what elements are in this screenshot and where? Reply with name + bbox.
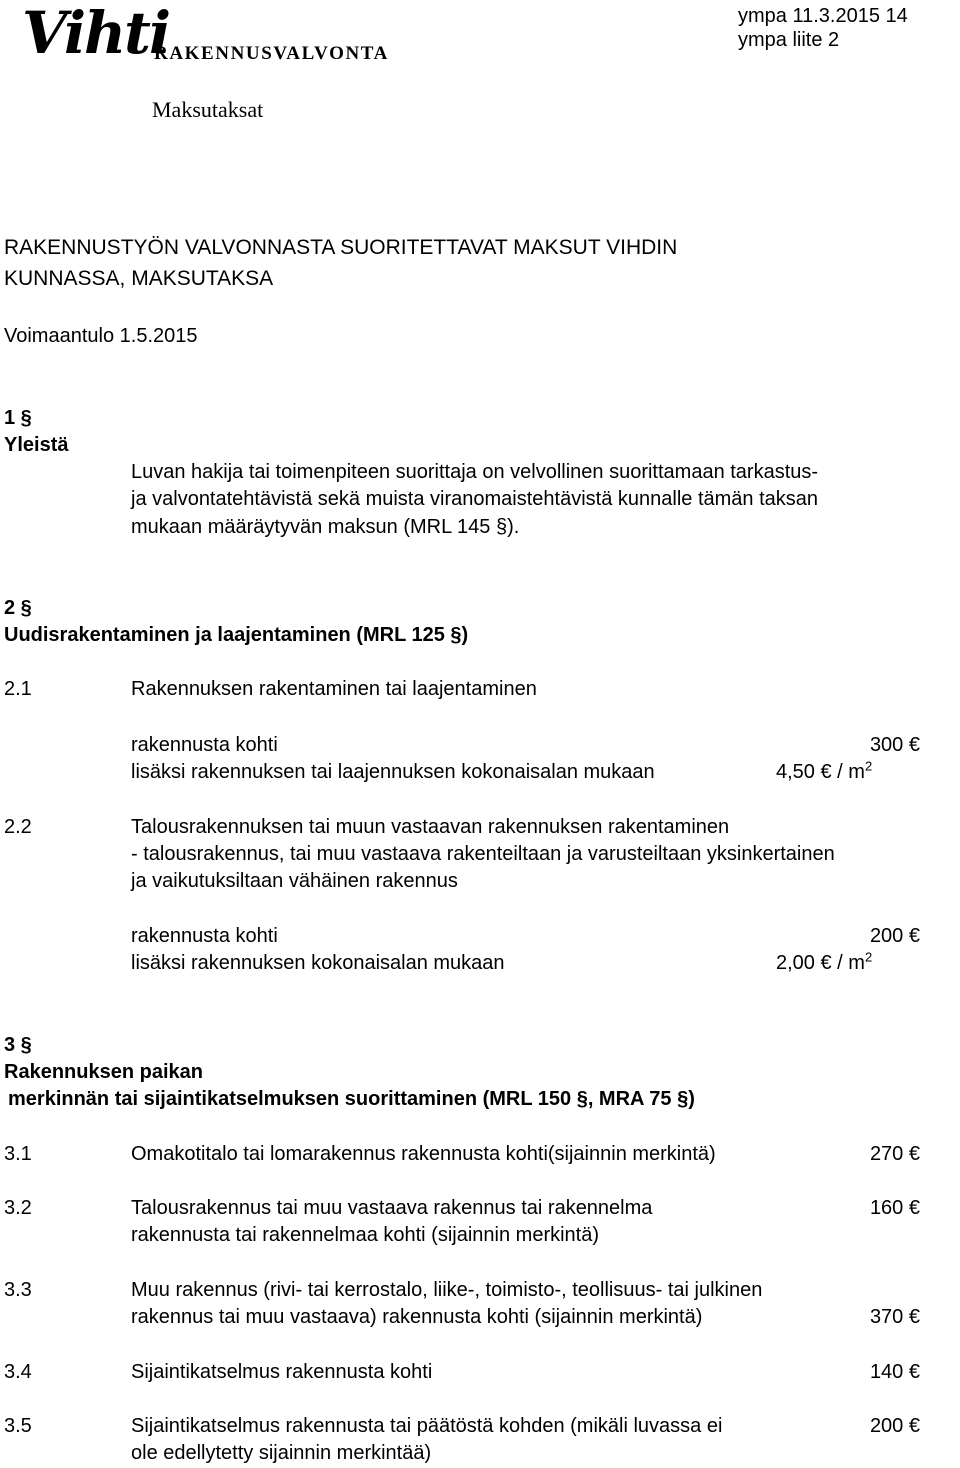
item-text-line: Sijaintikatselmus rakennusta kohti bbox=[131, 1361, 433, 1383]
s22-title: Talousrakennuksen tai muun vastaavan rakennuksen rakentaminen bbox=[131, 816, 730, 838]
s21-number: 2.1 bbox=[4, 678, 32, 700]
sec1-number: 1 § bbox=[4, 407, 32, 429]
item-text-line: Sijaintikatselmus rakennusta tai päätöstä kohden (mikäli luvassa ei bbox=[131, 1415, 723, 1437]
item-price: 270 € bbox=[869, 1143, 920, 1165]
s21-title: Rakennuksen rakentaminen tai laajentaminen bbox=[131, 678, 537, 700]
s21-row2-label: lisäksi rakennuksen tai laajennuksen kokonaisalan mukaan bbox=[131, 761, 655, 783]
doc-title-line-1: RAKENNUSTYÖN VALVONNASTA SUORITETTAVAT MAKSUT VIHDIN bbox=[4, 236, 678, 259]
s22-desc-line: ja vaikutuksiltaan vähäinen rakennus bbox=[131, 870, 458, 892]
s22-row1-label: rakennusta kohti bbox=[131, 925, 278, 947]
sec1-heading: Yleistä bbox=[4, 434, 69, 456]
sec2-number: 2 § bbox=[4, 597, 32, 619]
logo-script: Vihti bbox=[22, 0, 170, 67]
s22-row2-price: 2,00 € / $m^2$ bbox=[776, 949, 873, 974]
item-price: 370 € bbox=[869, 1306, 920, 1328]
effective-date: Voimaantulo 1.5.2015 bbox=[4, 325, 198, 347]
item-text-line: Omakotitalo tai lomarakennus rakennusta kohti(sijainnin merkintä) bbox=[131, 1143, 716, 1165]
s22-row1-price: 200 € bbox=[869, 925, 920, 947]
item-number: 3.4 bbox=[4, 1361, 32, 1383]
s22-row2-label: lisäksi rakennuksen kokonaisalan mukaan bbox=[131, 952, 505, 974]
item-price: 200 € bbox=[869, 1415, 920, 1437]
s21-row2-price: 4,50 € / $m^2$ bbox=[776, 758, 873, 783]
item-text-line: ole edellytetty sijainnin merkintää) bbox=[131, 1442, 432, 1464]
sec3-number: 3 § bbox=[4, 1034, 32, 1056]
item-number: 3.5 bbox=[4, 1415, 32, 1437]
vihti-logo bbox=[22, 0, 389, 84]
item-number: 3.1 bbox=[4, 1143, 32, 1165]
document-subtitle: Maksutaksat bbox=[152, 97, 264, 122]
sec3-heading-line-2: merkinnän tai sijaintikatselmuksen suorittaminen (MRL 150 §, MRA 75 §) bbox=[8, 1088, 695, 1110]
item-text-line: rakennusta tai rakennelmaa kohti (sijainnin merkintä) bbox=[131, 1224, 600, 1246]
sec3-heading-line-1: Rakennuksen paikan bbox=[4, 1061, 203, 1083]
item-number: 3.2 bbox=[4, 1197, 32, 1219]
item-price: 140 € bbox=[869, 1361, 920, 1383]
item-text-line: Muu rakennus (rivi- tai kerrostalo, liike-, toimisto-, teollisuus- tai julkinen bbox=[131, 1279, 763, 1301]
s22-number: 2.2 bbox=[4, 816, 32, 838]
s21-row1-price: 300 € bbox=[869, 734, 920, 756]
item-text-line: rakennus tai muu vastaava) rakennusta kohti (sijainnin merkintä) bbox=[131, 1306, 703, 1328]
meta-line-1: ympa 11.3.2015 14 bbox=[738, 5, 908, 27]
sec1-text-line: Luvan hakija tai toimenpiteen suorittaja on velvollinen suorittamaan tarkastus- bbox=[131, 461, 819, 483]
logo-wordmark: RAKENNUSVALVONTA bbox=[154, 43, 389, 64]
item-price: 160 € bbox=[869, 1197, 920, 1219]
item-number: 3.3 bbox=[4, 1279, 32, 1301]
sec1-text-line: ja valvontatehtävistä sekä muista viranomaistehtävistä kunnalle tämän taksan bbox=[131, 488, 819, 510]
sec2-heading: Uudisrakentaminen ja laajentaminen (MRL 125 §) bbox=[4, 624, 469, 646]
sec1-text-line: mukaan määräytyvän maksun (MRL 145 §). bbox=[131, 516, 520, 538]
s22-desc-line: - talousrakennus, tai muu vastaava rakenteiltaan ja varusteiltaan yksinkertainen bbox=[131, 843, 835, 865]
s21-row1-label: rakennusta kohti bbox=[131, 734, 278, 756]
meta-line-2: ympa liite 2 bbox=[738, 29, 840, 51]
item-text-line: Talousrakennus tai muu vastaava rakennus tai rakennelma bbox=[131, 1197, 653, 1219]
doc-title-line-2: KUNNASSA, MAKSUTAKSA bbox=[4, 267, 274, 290]
